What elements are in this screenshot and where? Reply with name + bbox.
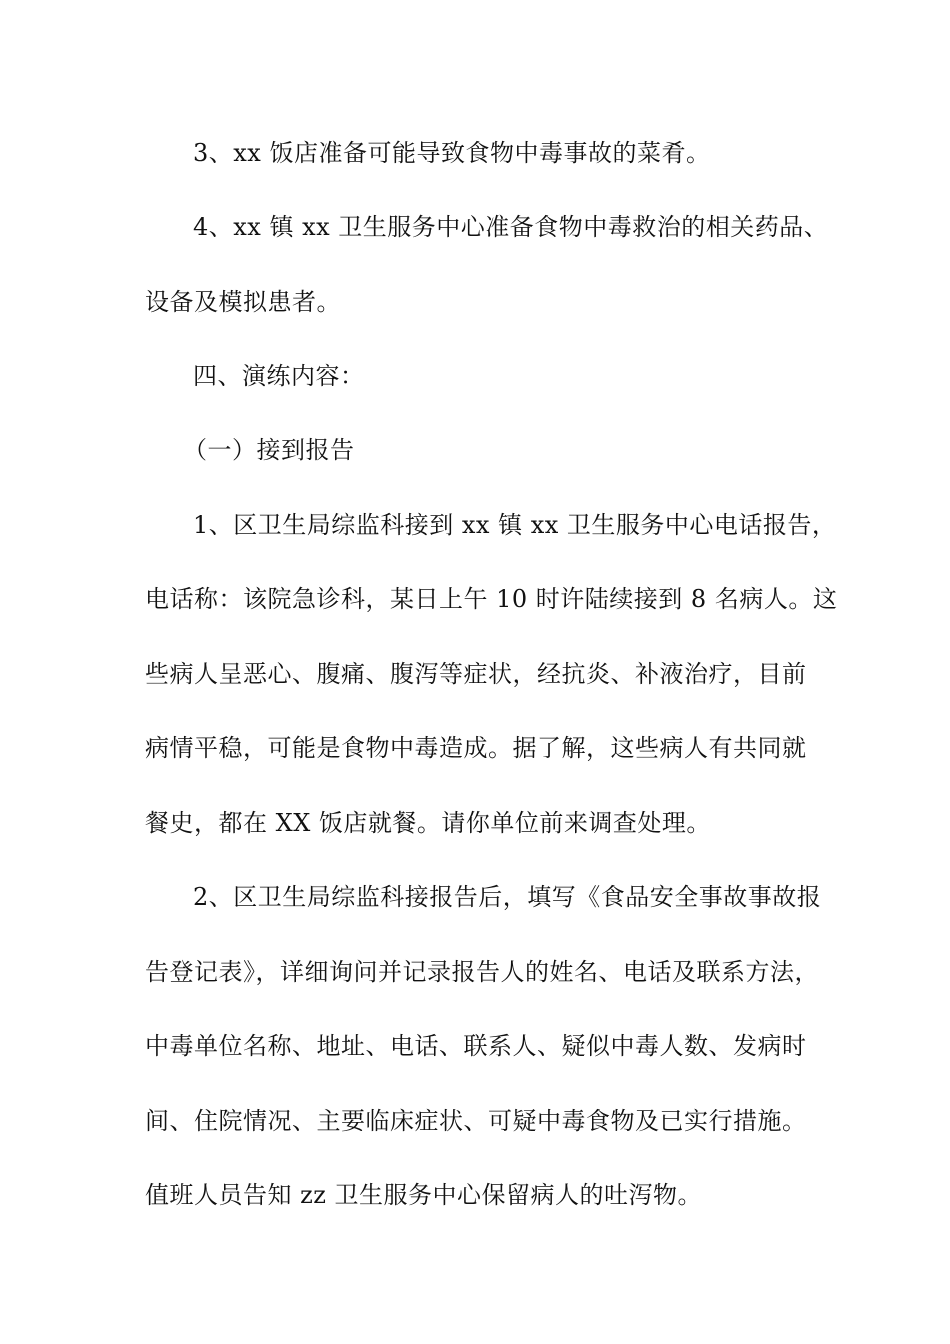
text-line: 1、区卫生局综监科接到 xx 镇 xx 卫生服务中心电话报告， [193,511,837,539]
text-line: 餐史，都在 XX 饭店就餐。请你单位前来调查处理。 [145,809,711,837]
text-line: 些病人呈恶心、腹痛、腹泻等症状，经抗炎、补液治疗，目前 [145,660,807,688]
section-heading: 四、演练内容： [193,362,365,390]
text-line: 病情平稳，可能是食物中毒造成。据了解，这些病人有共同就 [145,734,807,762]
text-line: 设备及模拟患者。 [145,288,341,316]
text-line: 4、xx 镇 xx 卫生服务中心准备食物中毒救治的相关药品、 [193,213,829,241]
subsection-heading: （一）接到报告 [183,436,355,464]
text-line: 值班人员告知 zz 卫生服务中心保留病人的吐泻物。 [145,1181,703,1209]
text-line: 中毒单位名称、地址、电话、联系人、疑似中毒人数、发病时 [145,1032,807,1060]
text-line: 2、区卫生局综监科接报告后，填写《食品安全事故事故报 [193,883,822,911]
text-line: 3、xx 饭店准备可能导致食物中毒事故的菜肴。 [193,139,711,167]
text-line: 告登记表》，详细询问并记录报告人的姓名、电话及联系方法， [145,958,819,986]
text-line: 电话称：该院急诊科，某日上午 10 时许陆续接到 8 名病人。这 [145,585,838,613]
text-line: 间、住院情况、主要临床症状、可疑中毒食物及已实行措施。 [145,1107,807,1135]
